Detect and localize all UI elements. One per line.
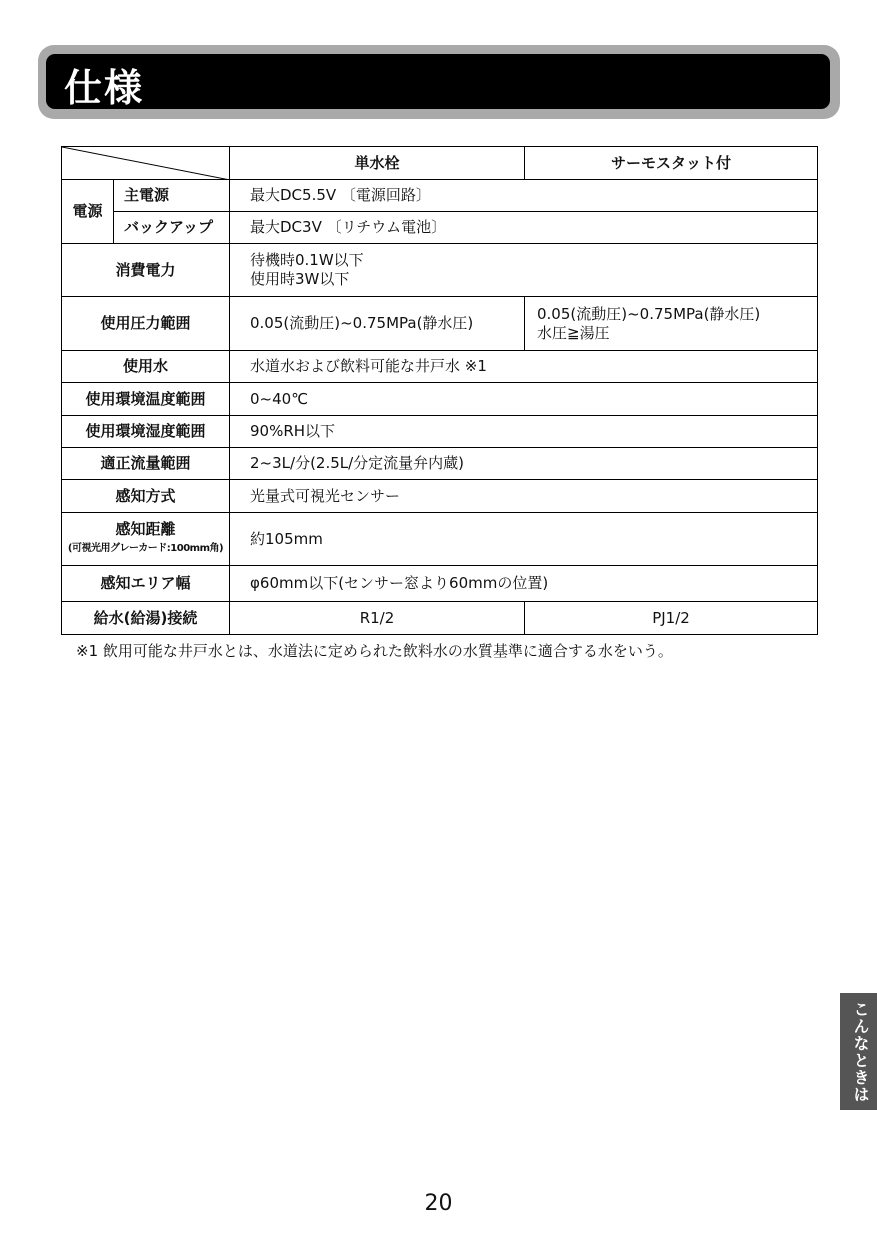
- header-thermostat: サーモスタット付: [525, 147, 818, 180]
- spec-table: [61, 146, 818, 635]
- table-row: [62, 448, 818, 480]
- humidity-value: 90%RH以下: [230, 416, 818, 448]
- table-row: [62, 297, 818, 351]
- table-row: [62, 602, 818, 635]
- flow-value: 2~3L/分(2.5L/分定流量弁内蔵): [230, 448, 818, 480]
- page-number: 20: [424, 1191, 453, 1216]
- humidity-label: 使用環境湿度範囲: [62, 416, 230, 448]
- table-row: [62, 513, 818, 566]
- side-tab: [840, 993, 877, 1110]
- sensing-method-value: 光量式可視光センサー: [230, 480, 818, 513]
- connection-label: 給水(給湯)接続: [62, 602, 230, 635]
- table-header-row: [62, 147, 818, 180]
- pressure-thermo-line1: 0.05(流動圧)~0.75MPa(静水圧): [537, 304, 761, 323]
- backup-value: 最大DC3V 〔リチウム電池〕: [230, 212, 818, 244]
- header-single-faucet: 単水栓: [230, 147, 525, 180]
- corner-cell: [62, 147, 230, 180]
- consumption-line2: 使用時3W以下: [250, 270, 350, 288]
- pressure-thermo: [525, 297, 818, 351]
- table-row: [62, 244, 818, 297]
- table-row: [62, 180, 818, 212]
- title-bar: [38, 45, 840, 119]
- table-row: [62, 416, 818, 448]
- side-tab-label: こんなときは: [851, 1001, 870, 1103]
- pressure-thermo-line2: 水圧≧湯圧: [537, 323, 610, 342]
- sensing-distance-label-cell: [62, 513, 230, 566]
- sensing-distance-note: (可視光用グレーカード:100mm角): [67, 543, 224, 554]
- connection-thermo: PJ1/2: [525, 602, 818, 635]
- sensing-method-label: 感知方式: [62, 480, 230, 513]
- consumption-line1: 待機時0.1W以下: [250, 251, 364, 269]
- sensing-distance-value: 約105mm: [230, 513, 818, 566]
- main-power-value: 最大DC5.5V 〔電源回路〕: [230, 180, 818, 212]
- sensing-area-label: 感知エリア幅: [62, 566, 230, 602]
- table-row: [62, 566, 818, 602]
- table-row: [62, 212, 818, 244]
- pressure-single: 0.05(流動圧)~0.75MPa(静水圧): [230, 297, 525, 351]
- water-label: 使用水: [62, 351, 230, 383]
- temp-value: 0~40℃: [230, 383, 818, 416]
- connection-single: R1/2: [230, 602, 525, 635]
- table-row: [62, 480, 818, 513]
- table-row: [62, 383, 818, 416]
- table-row: [62, 351, 818, 383]
- backup-label: バックアップ: [114, 212, 230, 244]
- page-title: 仕様: [64, 66, 145, 110]
- temp-label: 使用環境温度範囲: [62, 383, 230, 416]
- consumption-label: 消費電力: [62, 244, 230, 297]
- flow-label: 適正流量範囲: [62, 448, 230, 480]
- sensing-distance-label: 感知距離: [115, 520, 176, 538]
- water-value: 水道水および飲料可能な井戸水 ※1: [230, 351, 818, 383]
- sensing-area-value: φ60mm以下(センサー窓より60mmの位置): [230, 566, 818, 602]
- diagonal-line: [62, 147, 230, 180]
- power-group-label: 電源: [62, 180, 114, 244]
- footnote: ※1 飲用可能な井戸水とは、水道法に定められた飲料水の水質基準に適合する水をいう。: [76, 642, 673, 660]
- consumption-value: [230, 244, 818, 297]
- pressure-label: 使用圧力範囲: [62, 297, 230, 351]
- main-power-label: 主電源: [114, 180, 230, 212]
- title-bar-inner: [46, 54, 830, 109]
